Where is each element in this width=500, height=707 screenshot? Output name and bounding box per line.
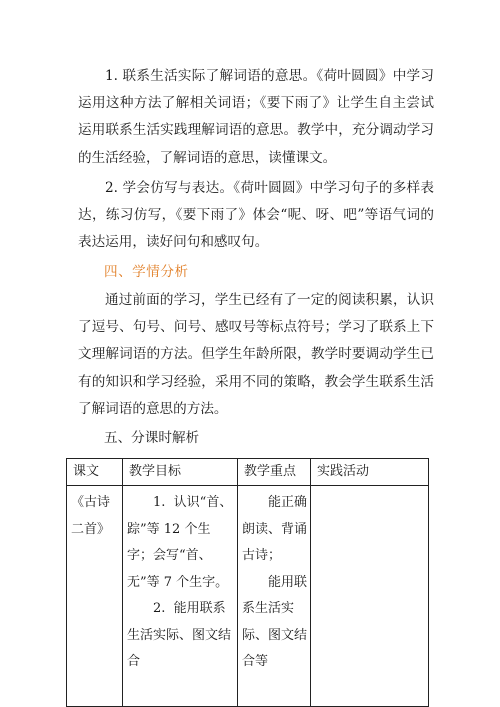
cell-teaching-focus: 能正确朗读、背诵古诗； 能用联系生活实际、图文结合等	[238, 486, 311, 707]
header-cell-focus: 教学重点	[238, 459, 311, 486]
cell-practice-activity	[311, 486, 429, 707]
section-heading-learner-analysis: 四、学情分析	[104, 264, 189, 280]
cell-teaching-goals: 1. 认识“首、踪”等 12 个生字；会写“首、无”等 7 个生字。 2. 能用联系生活实际、图文结合	[123, 486, 238, 707]
paragraph-method-1: 1. 联系生活实际了解词语的意思。《荷叶圆圆》中学习运用这种方法了解相关词语；《要下雨了》让学生自主尝试运用联系生活实践理解词语的意思。教学中，充分调动学习的生活经验，了解词语的意思，读懂课文。	[78, 68, 434, 166]
header-cell-goal: 教学目标	[123, 459, 238, 486]
paragraph-method-2: 2. 学会仿写与表达。《荷叶圆圆》中学习句子的多样表达，练习仿写，《要下雨了》体会“呢、呀、吧”等语气词的表达运用，读好问句和感叹句。	[78, 180, 434, 251]
lesson-table	[66, 458, 429, 707]
cell-lesson-title: 《古诗二首》	[67, 486, 123, 707]
section-heading-lesson-breakdown: 五、分课时解析	[104, 430, 200, 446]
header-cell-lesson: 课文	[67, 459, 123, 486]
paragraph-learner-analysis: 通过前面的学习，学生已经有了一定的阅读积累，认识了逗号、句号、问号、感叹号等标点符号；学习了联系上下文理解词语的方法。但学生年龄所限，教学时要调动学生已有的知识和学习经验，采用不同的策略，教会学生联系生活了解词语的意思的方法。	[78, 292, 434, 417]
header-cell-activity: 实践活动	[311, 459, 429, 486]
table-header-row	[67, 459, 429, 486]
table-row	[67, 486, 429, 707]
